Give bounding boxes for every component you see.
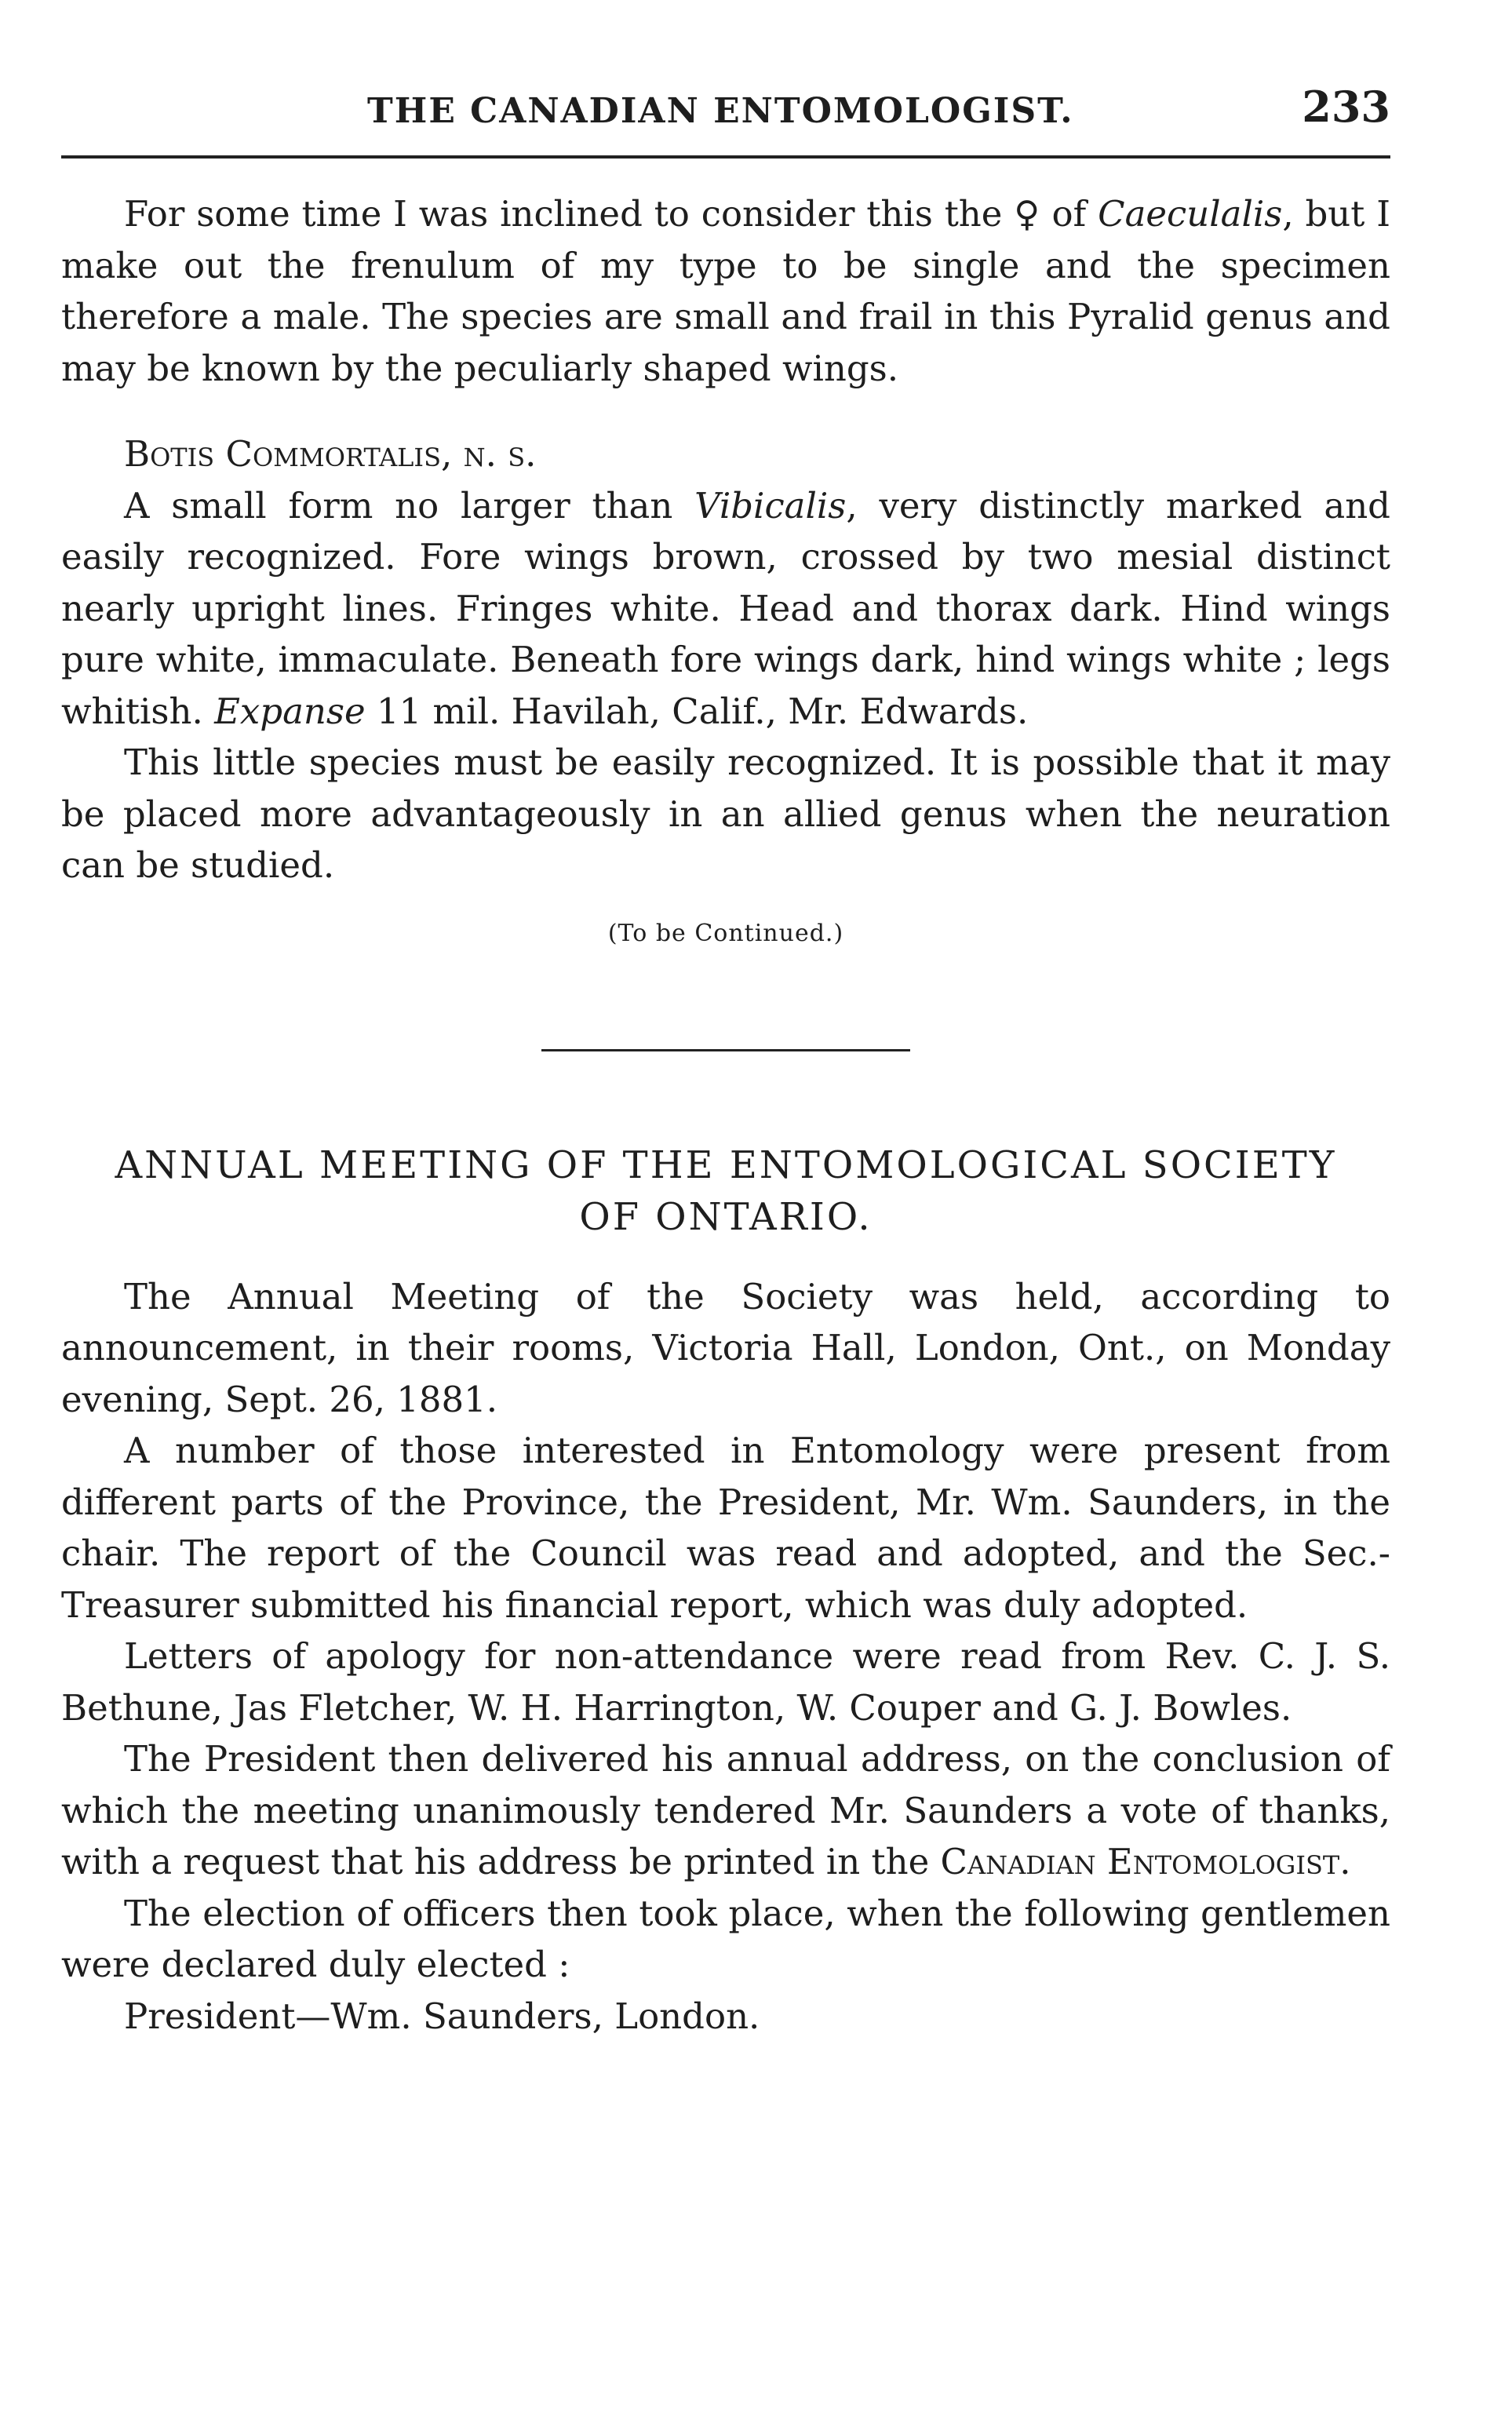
journal-title: THE CANADIAN ENTOMOLOGIST. <box>367 91 1074 131</box>
to-be-continued-note: (To be Continued.) <box>607 919 844 947</box>
article2-paragraph-6: President—Wm. Saunders, London. <box>124 1995 760 2037</box>
article2-paragraph-2: A number of those interested in Entomology were present from different parts of the Province, the President, Mr. Wm. Saunders, in the chair. The report of the Council was read and adopted, and the Sec.-Treasurer submitted his financial report, which was duly adopted. <box>61 1430 1390 1626</box>
section-title-line-1: ANNUAL MEETING OF THE ENTOMOLOGICAL SOCIETY <box>115 1142 1337 1187</box>
article1-paragraph-3: This little species must be easily recognized. It is possible that it may be placed more advantageously in an allied genus when the neuration can be studied. <box>61 742 1390 886</box>
article2-paragraph-3: Letters of apology for non-attendance were read from Rev. C. J. S. Bethune, Jas Fletcher, W. H. Harrington, W. Couper and G. J. Bowles. <box>61 1635 1390 1729</box>
section-title-line-2: OF ONTARIO. <box>579 1194 873 1239</box>
journal-reference: Canadian Entomologist <box>940 1841 1340 1882</box>
article2-paragraph-4: The President then delivered his annual address, on the conclusion of which the meeting unanimously tendered Mr. Saunders a vote of thanks, with a request that his address be printed in the Canadian Entomologist. <box>61 1738 1390 1882</box>
species-name-caeculalis: Caeculalis <box>1098 193 1283 235</box>
page-number: 233 <box>1302 82 1390 132</box>
species-heading: Botis Commortalis, n. s. <box>124 433 537 475</box>
page <box>61 82 1390 2042</box>
article1-paragraph-1: For some time I was inclined to consider this the ♀ of Caeculalis, but I make out the frenulum of my type to be single and the specimen therefore a male. The species are small and frail in this Pyralid genus and may be known by the peculiarly shaped wings. <box>61 193 1390 389</box>
running-header <box>61 82 1390 141</box>
article2-paragraph-5: The election of officers then took place, when the following gentlemen were declared duly elected : <box>61 1892 1390 1985</box>
species-name-vibicalis: Vibicalis <box>694 484 847 527</box>
article1-paragraph-2: A small form no larger than Vibicalis, very distinctly marked and easily recognized. Fore wings brown, crossed by two mesial distinct nearly upright lines. Fringes white. Head and thorax dark. Hind wings pure white, immaculate. Beneath fore wings dark, hind wings white ; legs whitish. Expanse 11 mil. Havilah, Calif., Mr. Edwards. <box>61 484 1390 732</box>
section-divider <box>541 1049 910 1051</box>
section-title <box>61 1139 1390 1243</box>
header-rule <box>61 155 1390 159</box>
expanse-label: Expanse <box>214 690 366 732</box>
article2-paragraph-1: The Annual Meeting of the Society was held, according to announcement, in their rooms, Victoria Hall, London, Ont., on Monday evening, Sept. 26, 1881. <box>61 1275 1390 1420</box>
female-symbol: ♀ <box>1014 193 1040 235</box>
